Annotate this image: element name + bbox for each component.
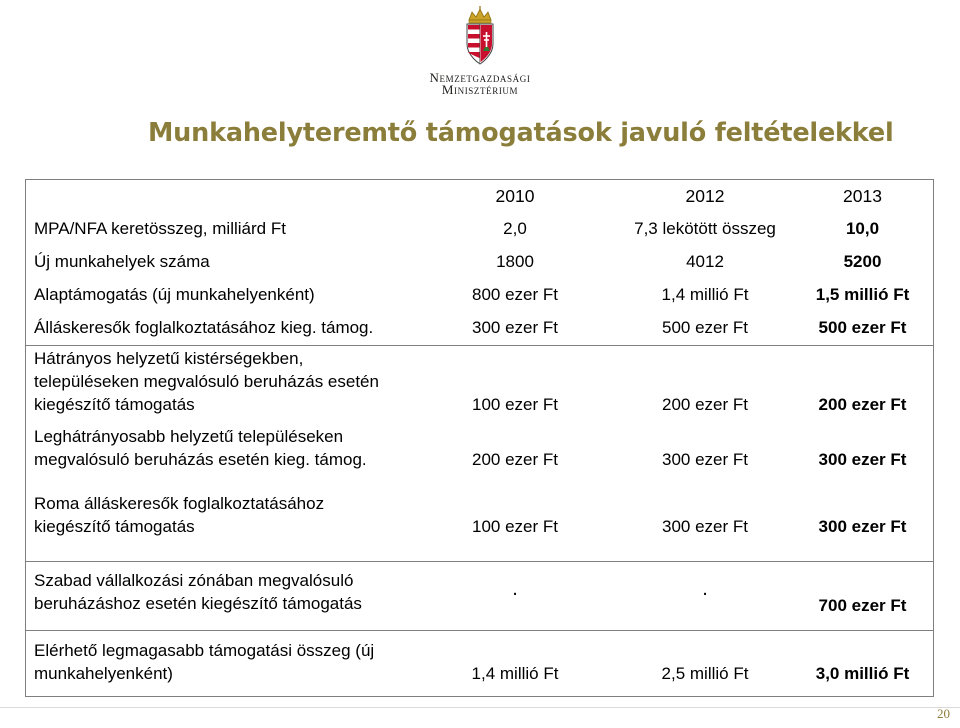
table-cell: 100 ezer Ft [472,395,558,414]
row-label-disadvantaged-regions: településeken megvalósuló beruházás esetén [34,372,379,391]
table-cell: 300 ezer Ft [818,517,907,536]
ministry-logo [400,6,560,100]
table-cell: 7,3 lekötött összeg [634,219,776,238]
table-cell: 300 ezer Ft [662,517,748,536]
ministry-name-line1: Nemzetgazdasági [429,70,531,85]
row-divider [25,630,934,631]
table-cell: 1,5 millió Ft [815,285,910,304]
table-cell: 5200 [843,252,882,271]
row-label-roma-jobseekers: Roma álláskeresők foglalkoztatásához [34,494,325,513]
table-cell: 2,5 millió Ft [661,664,749,683]
table-cell: 1,4 millió Ft [471,664,559,683]
table-cell: 300 ezer Ft [662,450,748,469]
row-label-base-support: Alaptámogatás (új munkahelyenként) [34,285,315,304]
row-label-most-disadvantaged: megvalósuló beruházás esetén kieg. támog. [34,450,367,469]
table-cell: 100 ezer Ft [472,517,558,536]
row-label-jobseekers: Álláskeresők foglalkoztatásához kieg. támog. [34,318,374,337]
table-cell: 500 ezer Ft [818,318,907,337]
table-cell: 4012 [686,252,724,271]
row-divider [25,345,934,346]
hungarian-coat-of-arms-icon [463,6,497,68]
row-label-disadvantaged-regions: Hátrányos helyzetű kistérségekben, [34,349,304,368]
table-cell: 200 ezer Ft [818,395,907,414]
table-cell: . [702,578,708,600]
row-label-max-support: Elérhető legmagasabb támogatási összeg (új [34,641,375,660]
row-label-disadvantaged-regions: kiegészítő támogatás [34,395,195,414]
row-label-free-enterprise-zone: beruházáshoz esetén kiegészítő támogatás [34,594,362,613]
row-label-new-jobs: Új munkahelyek száma [34,252,210,271]
row-divider [25,561,934,562]
footer-divider [0,707,960,708]
table-cell: 500 ezer Ft [662,318,748,337]
table-cell: 200 ezer Ft [472,450,558,469]
table-cell: 700 ezer Ft [818,596,907,615]
ministry-name [400,72,560,96]
column-header-2013: 2013 [843,186,882,206]
table-cell: 300 ezer Ft [472,318,558,337]
page-title: Munkahelyteremtő támogatások javuló feltételekkel [148,118,894,148]
row-label-free-enterprise-zone: Szabad vállalkozási zónában megvalósuló [34,571,354,590]
table-cell: 300 ezer Ft [818,450,907,469]
table-cell: 2,0 [503,219,527,238]
ministry-name-line2: Minisztérium [441,82,519,97]
table-cell: 200 ezer Ft [662,395,748,414]
column-header-2012: 2012 [685,186,725,206]
page-number: 20 [937,706,950,721]
table-cell: 1800 [496,252,534,271]
column-header-2010: 2010 [495,186,535,206]
table-cell: 1,4 millió Ft [661,285,749,304]
table-cell: 3,0 millió Ft [815,664,910,683]
table-cell: 10,0 [845,219,880,238]
row-label-max-support: munkahelyenként) [34,664,173,683]
row-label-mpa-nfa: MPA/NFA keretösszeg, milliárd Ft [34,219,286,238]
row-label-roma-jobseekers: kiegészítő támogatás [34,517,195,536]
row-label-most-disadvantaged: Leghátrányosabb helyzetű településeken [34,427,344,446]
table-cell: 800 ezer Ft [472,285,558,304]
table-cell: . [512,578,518,600]
